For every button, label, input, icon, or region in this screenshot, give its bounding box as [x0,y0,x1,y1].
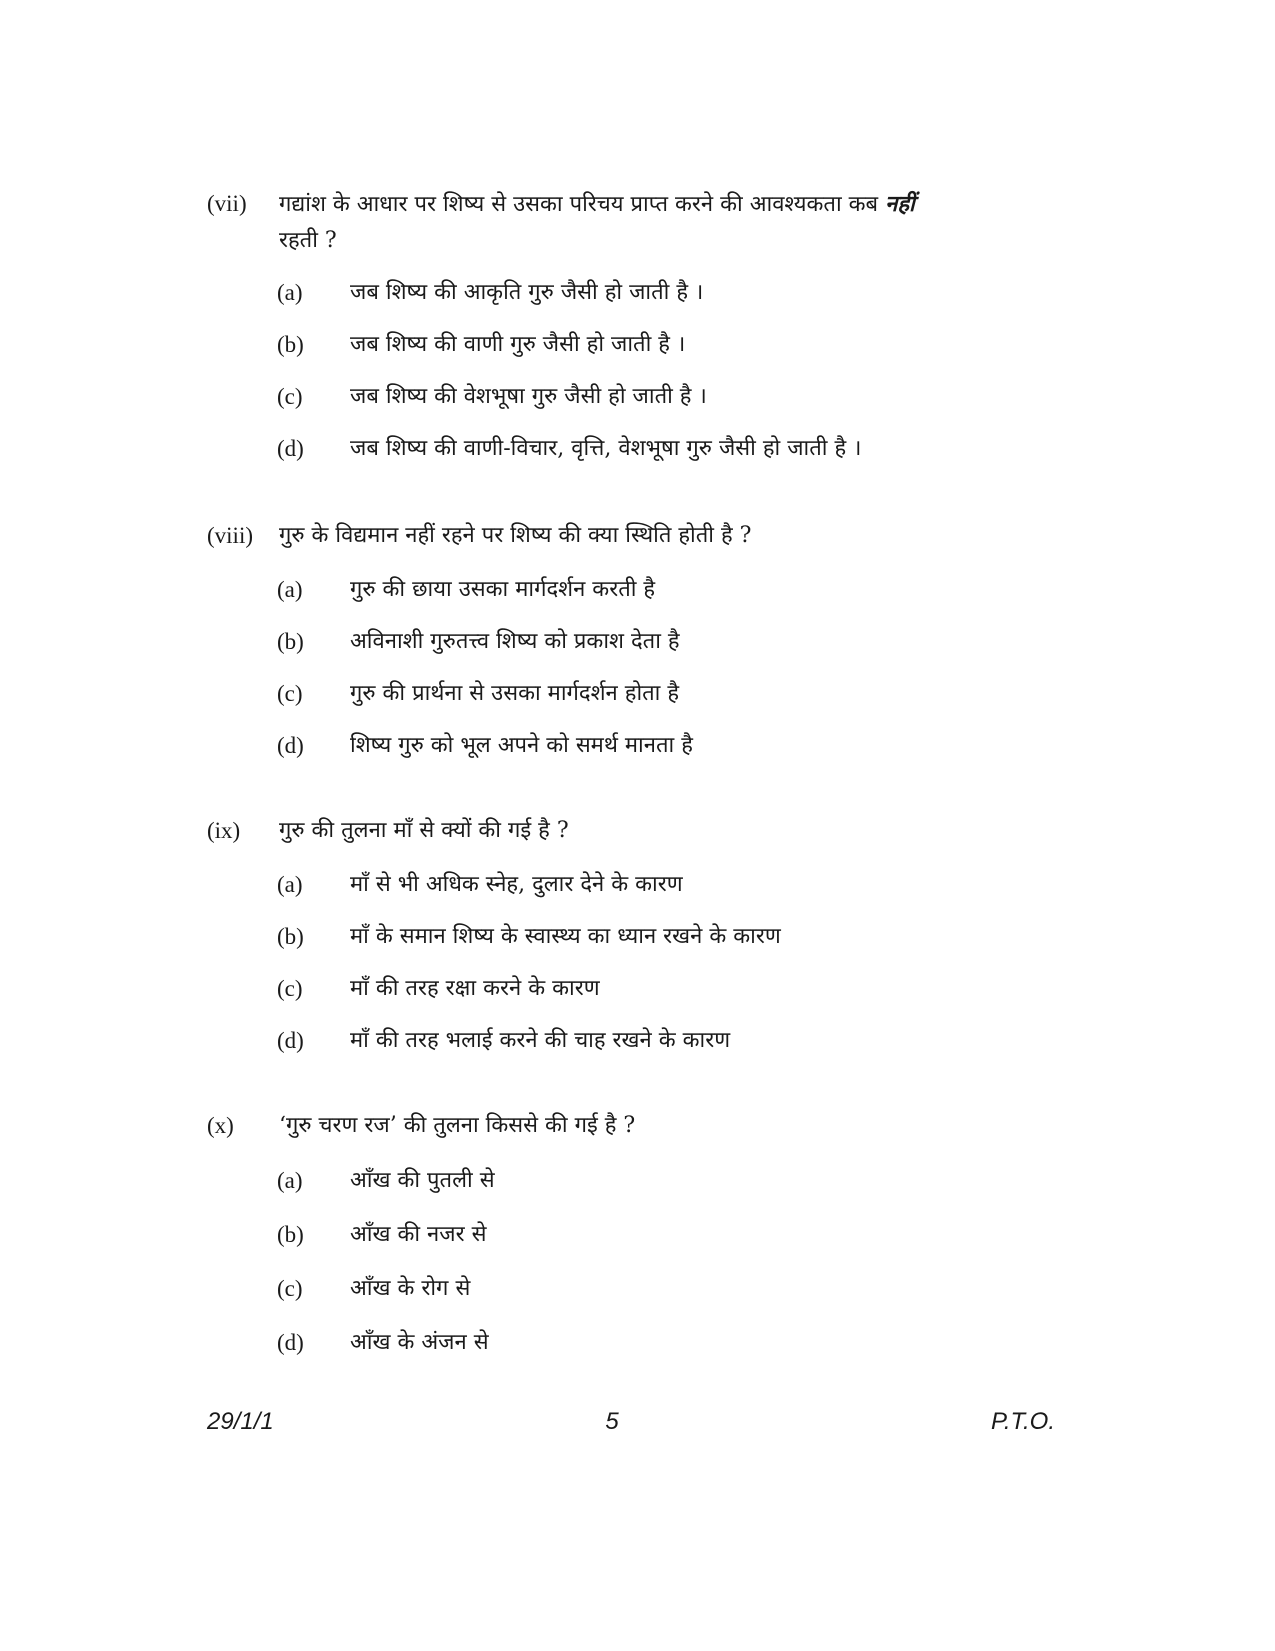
option-text: आँख के अंजन से [350,1330,489,1355]
question-number: (x) [207,1113,234,1138]
option-label: (b) [277,924,304,949]
question-number: (vii) [207,191,247,216]
option-item [207,919,1047,971]
option-text: आँख के रोग से [350,1276,471,1301]
option-item [207,728,1047,780]
option-label: (c) [277,976,303,1001]
paper-code: 29/1/1 [207,1408,274,1435]
option-text: जब शिष्य की आकृति गुरु जैसी हो जाती है । [350,280,704,305]
option-label: (b) [277,1222,304,1247]
option-text: जब शिष्य की वाणी-विचार, वृत्ति, वेशभूषा गुरु जैसी हो जाती है । [350,436,862,461]
option-list [207,867,1047,1075]
option-item [207,867,1047,919]
page-footer [0,1404,1275,1440]
question-header [207,813,1047,849]
question-text: गद्यांश के आधार पर शिष्य से उसका परिचय प्राप्त करने की आवश्यकता कब [279,192,879,217]
option-text: आँख की पुतली से [350,1168,495,1193]
option-item [207,1023,1047,1075]
question-text-end: रहती ? [279,228,337,253]
question-number: (ix) [207,818,241,843]
option-label: (a) [277,280,303,305]
question-header [207,186,1047,259]
option-item [207,431,1047,483]
option-item [207,624,1047,676]
option-item [207,676,1047,728]
option-item [207,275,1047,327]
option-item [207,572,1047,624]
question-header [207,1108,1047,1144]
option-list [207,1163,1047,1379]
question-vii [207,186,1047,483]
pto-label: P.T.O. [990,1408,1055,1435]
option-label: (a) [277,577,303,602]
question-ix [207,813,1047,1075]
question-emphasis: नहीं [885,191,915,217]
option-item [207,1271,1047,1325]
option-text: जब शिष्य की वाणी गुरु जैसी हो जाती है । [350,332,686,357]
option-text: माँ की तरह रक्षा करने के कारण [350,976,600,1001]
option-label: (d) [277,1028,304,1053]
question-text: गुरु की तुलना माँ से क्यों की गई है ? [279,818,569,843]
option-text: अविनाशी गुरुतत्त्व शिष्य को प्रकाश देता है [350,629,680,654]
question-x [207,1108,1047,1379]
option-text: माँ के समान शिष्य के स्वास्थ्य का ध्यान रखने के कारण [350,924,781,949]
option-text: जब शिष्य की वेशभूषा गुरु जैसी हो जाती है । [350,384,707,409]
option-item [207,379,1047,431]
question-text: गुरु के विद्यमान नहीं रहने पर शिष्य की क्या स्थिति होती है ? [279,523,752,548]
option-text: आँख की नजर से [350,1222,487,1247]
question-number: (viii) [207,523,253,548]
option-item [207,1325,1047,1379]
option-text: गुरु की छाया उसका मार्गदर्शन करती है [350,577,656,602]
question-header [207,518,1047,554]
option-label: (a) [277,1168,303,1193]
option-item [207,1217,1047,1271]
option-item [207,1163,1047,1217]
option-text: शिष्य गुरु को भूल अपने को समर्थ मानता है [350,733,693,758]
question-text: ‘गुरु चरण रज’ की तुलना किससे की गई है ? [279,1113,636,1138]
option-item [207,971,1047,1023]
option-label: (c) [277,1276,303,1301]
option-text: गुरु की प्रार्थना से उसका मार्गदर्शन होता है [350,681,680,706]
question-viii [207,518,1047,780]
option-label: (a) [277,872,303,897]
option-list [207,572,1047,780]
option-label: (b) [277,332,304,357]
option-list [207,275,1047,483]
option-label: (d) [277,733,304,758]
option-text: माँ की तरह भलाई करने की चाह रखने के कारण [350,1028,731,1053]
page-number: 5 [605,1408,619,1435]
option-label: (c) [277,384,303,409]
option-label: (d) [277,1330,304,1355]
option-label: (d) [277,436,304,461]
option-item [207,327,1047,379]
option-label: (c) [277,681,303,706]
option-text: माँ से भी अधिक स्नेह, दुलार देने के कारण [350,872,683,897]
option-label: (b) [277,629,304,654]
